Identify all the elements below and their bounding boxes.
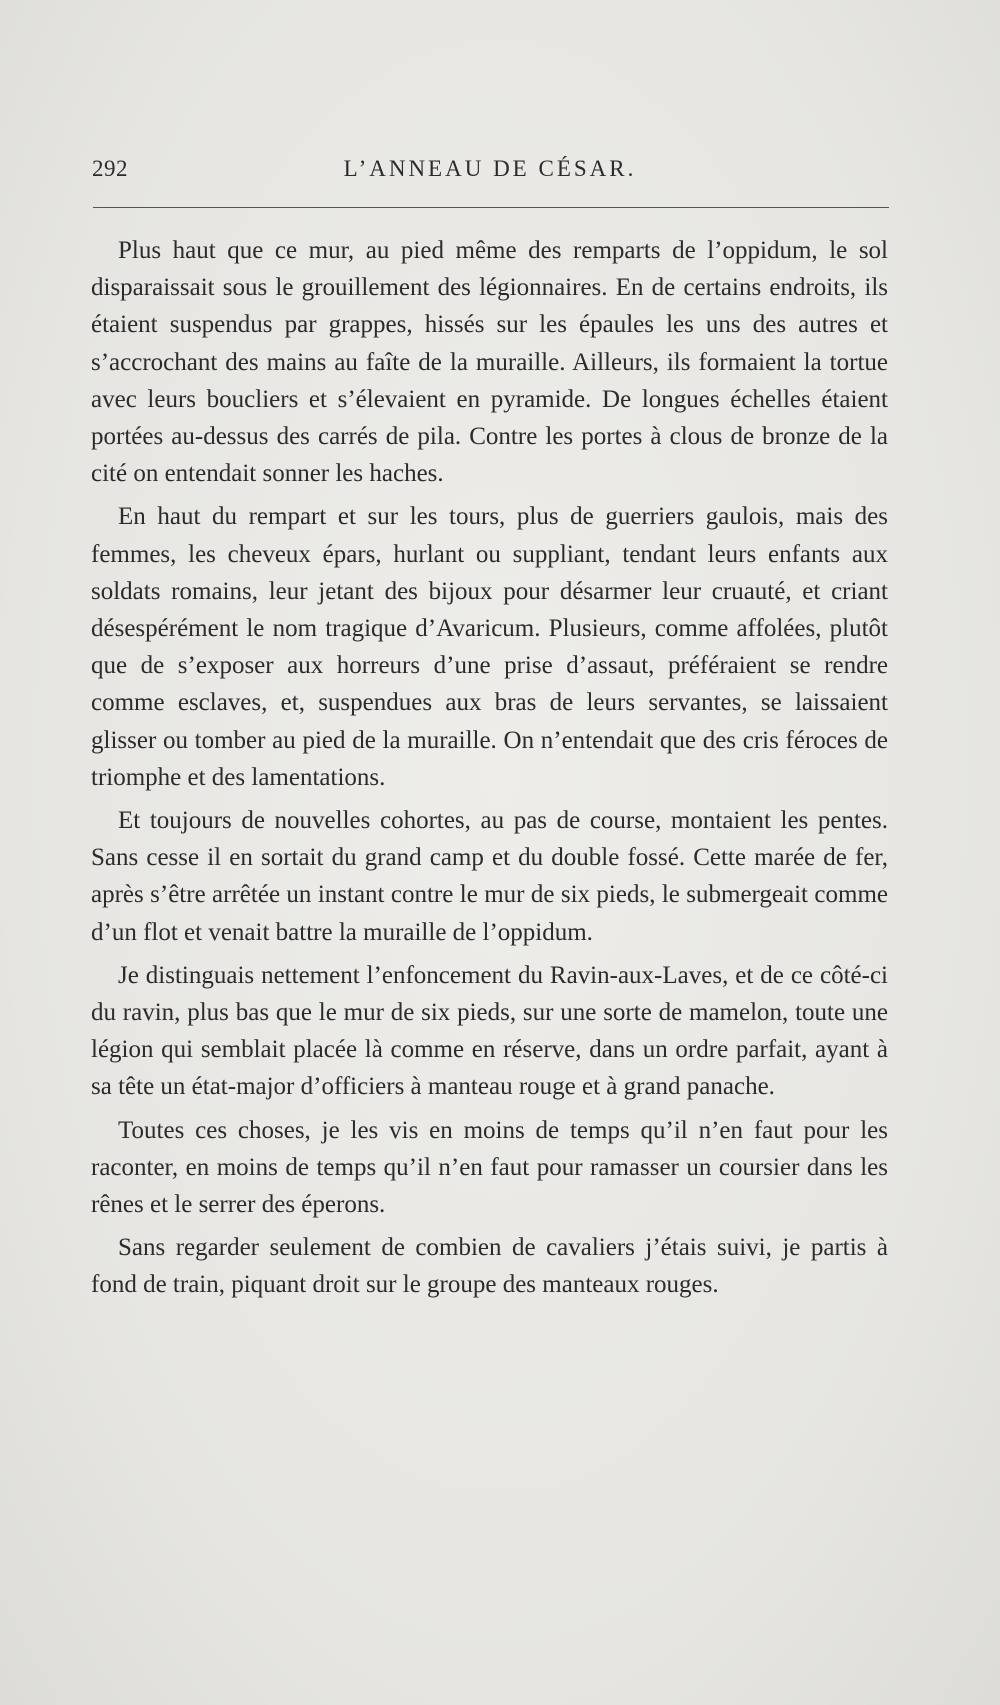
paragraph: Et toujours de nouvelles cohortes, au pas de course, montaient les pentes. Sans cesse il en sortait du grand camp et du double fossé. Cette marée de fer, après s’être arrêtée un instant contre le mur de six pieds, le submergeait comme d’un flot et venait battre la muraille de l’oppidum. bbox=[91, 807, 888, 946]
page-number: 292 bbox=[92, 156, 128, 181]
running-title: L’ANNEAU DE CÉSAR. bbox=[343, 156, 637, 181]
body-text bbox=[91, 232, 888, 1304]
paragraph: Toutes ces choses, je les vis en moins de temps qu’il n’en faut pour les raconter, en moins de temps qu’il n’en faut pour ramasser un coursier dans les rênes et le serrer des éperons. bbox=[91, 1116, 888, 1219]
paragraph: Plus haut que ce mur, au pied même des remparts de l’oppidum, le sol disparaissait sous le grouillement des légionnaires. En de certains endroits, ils étaient suspendus par grappes, hissés sur les épaules les uns des autres et s’accrochant des mains au faîte de la muraille. Ailleurs, ils formaient la tortue avec leurs boucliers et s’élevaient en pyramide. De longues échelles étaient portées au-dessus des carrés de pila. Contre les portes à clous de bronze de la cité on entendait sonner les haches. bbox=[91, 237, 888, 488]
paragraph: En haut du rempart et sur les tours, plus de guerriers gaulois, mais des femmes, les cheveux épars, hurlant ou suppliant, tendant leurs enfants aux soldats romains, leur jetant des bijoux pour désarmer leur cruauté, et criant désespérément le nom tragique d’Avaricum. Plusieurs, comme affolées, plutôt que de s’exposer aux horreurs d’une prise d’assaut, préféraient se rendre comme esclaves, et, suspendues aux bras de leurs servantes, se laissaient glisser ou tomber au pied de la muraille. On n’entendait que des cris féroces de triomphe et des lamentations. bbox=[91, 503, 888, 791]
paragraph: Sans regarder seulement de combien de cavaliers j’étais suivi, je partis à fond de train, piquant droit sur le groupe des manteaux rouges. bbox=[91, 1234, 888, 1299]
page-header bbox=[92, 152, 888, 192]
paragraph: Je distinguais nettement l’enfoncement du Ravin-aux-Laves, et de ce côté-ci du ravin, plus bas que le mur de six pieds, sur une sorte de mamelon, toute une légion qui semblait placée là comme en réserve, dans un ordre parfait, ayant à sa tête un état-major d’officiers à manteau rouge et à grand panache. bbox=[91, 961, 888, 1101]
header-rule bbox=[93, 207, 889, 208]
